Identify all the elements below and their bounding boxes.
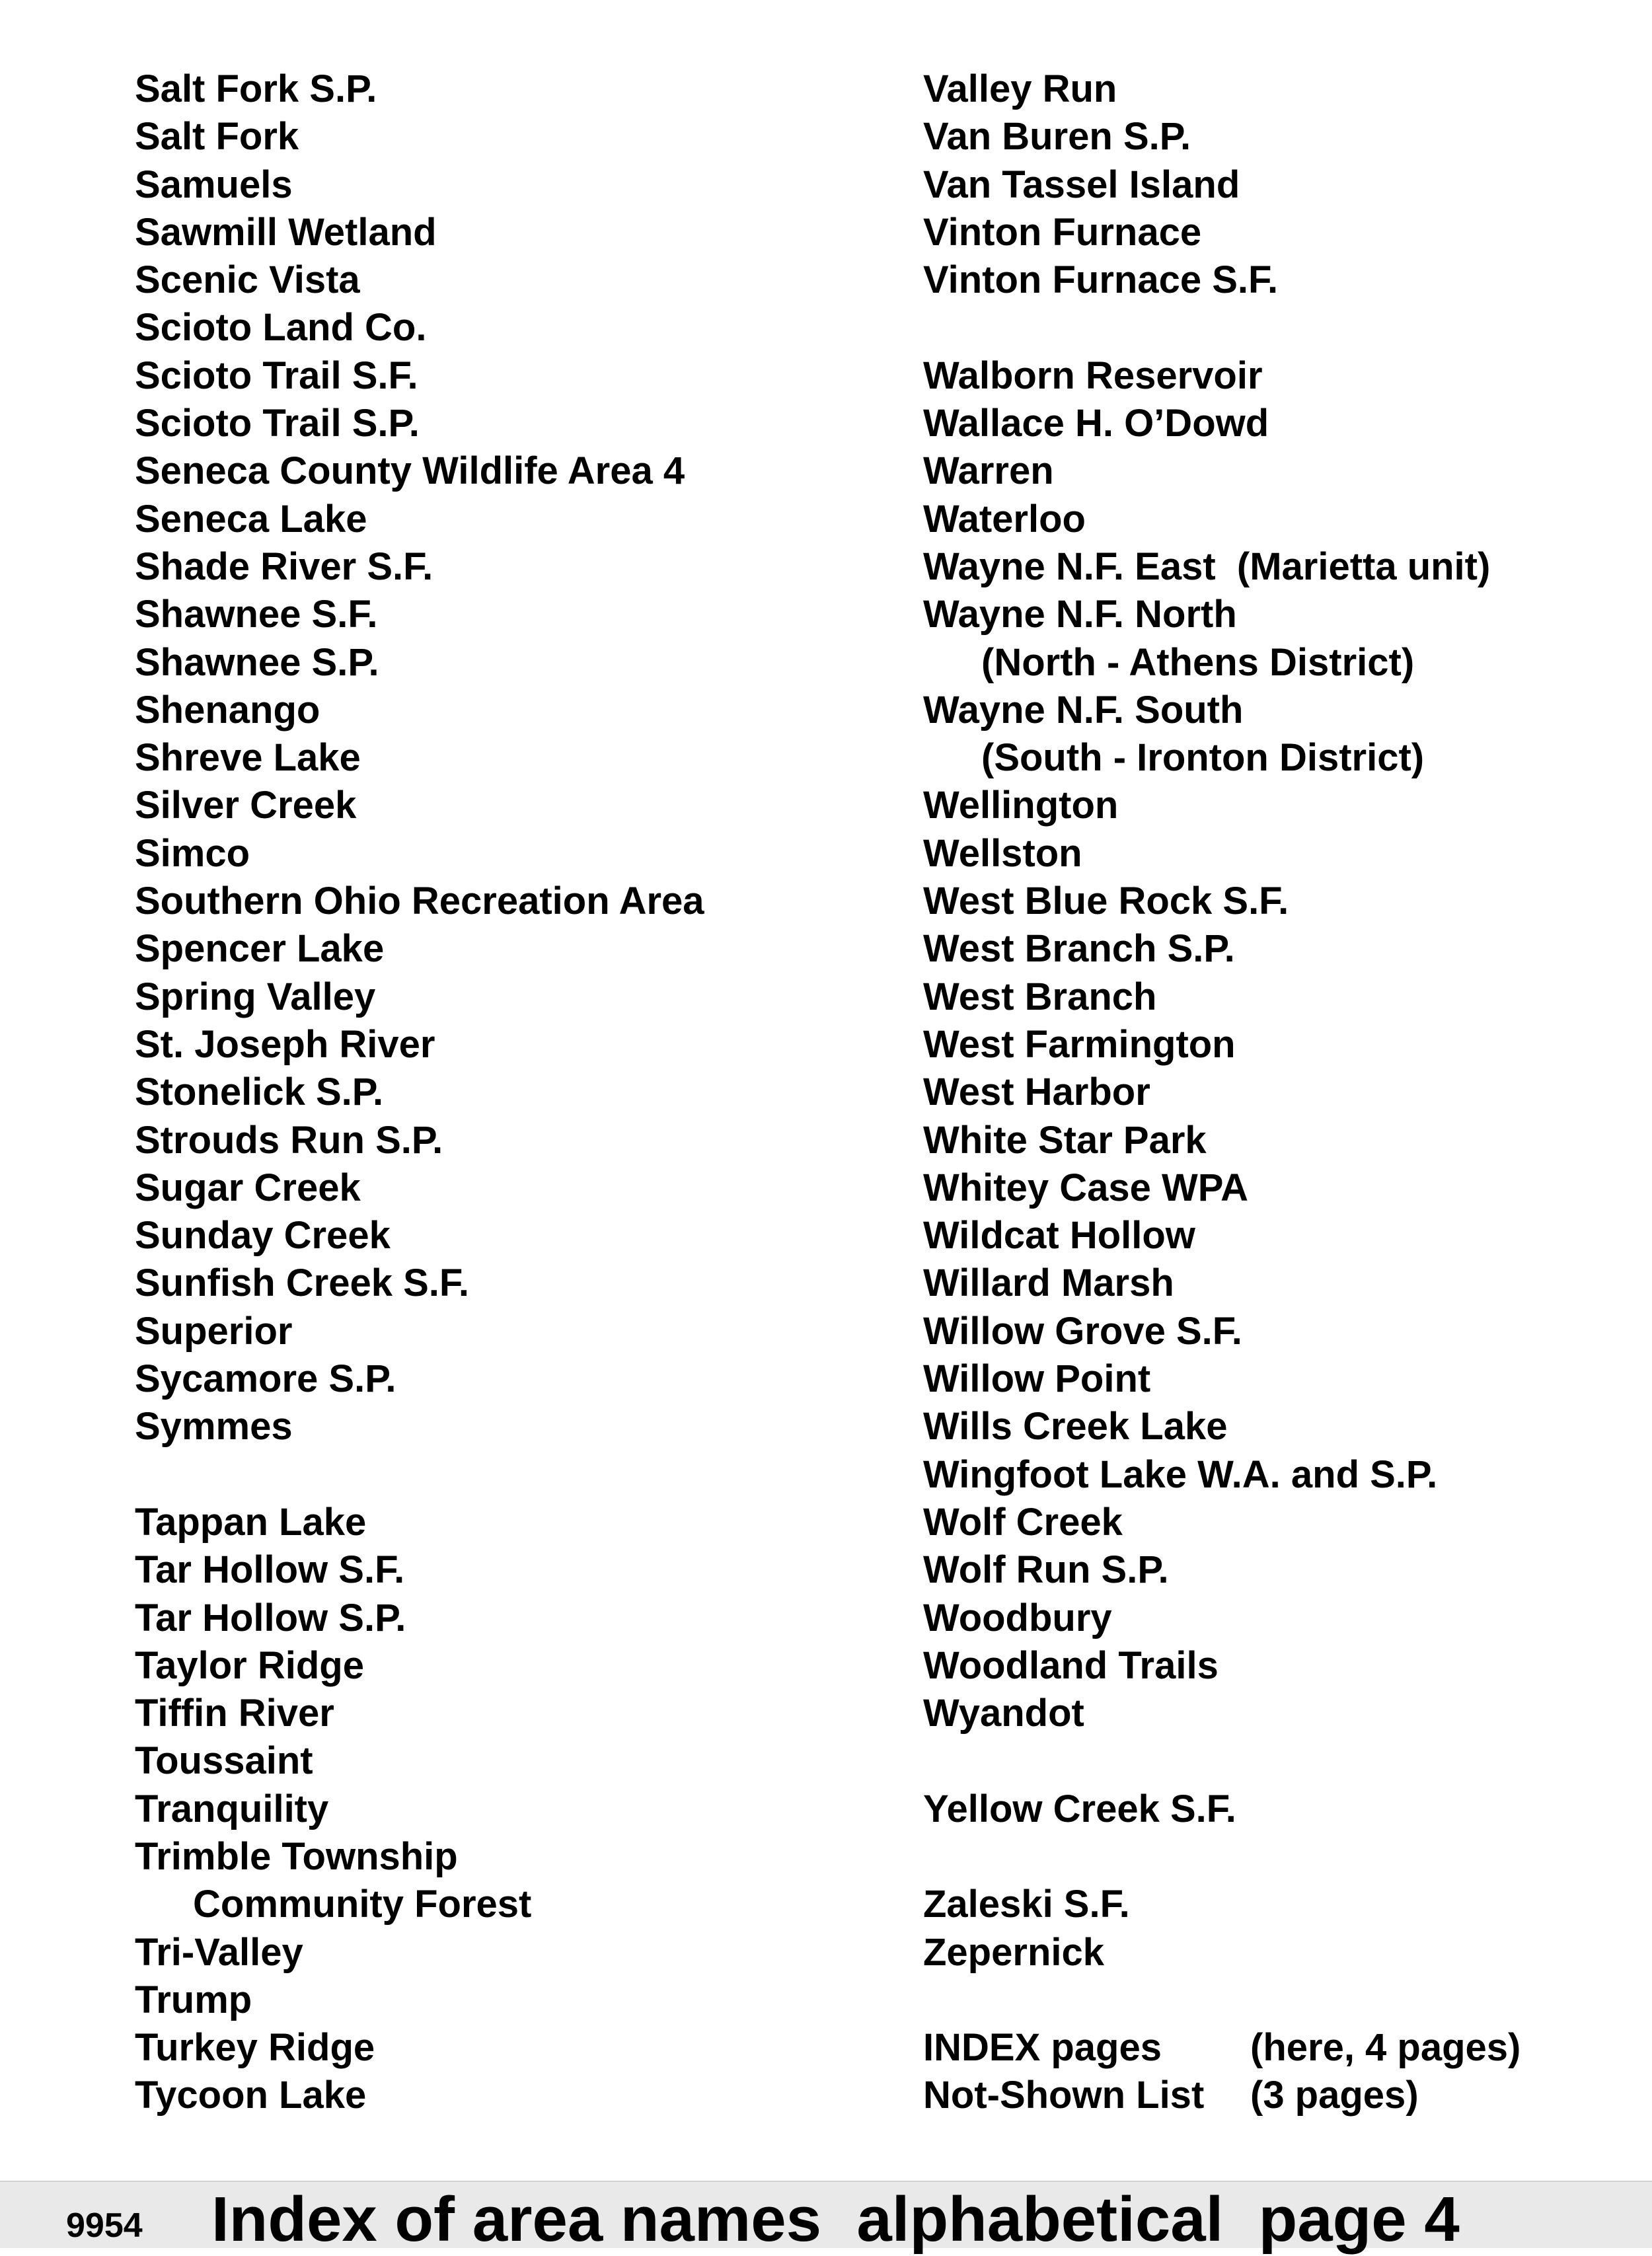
area-name-entry: Willard Marsh	[923, 1261, 1174, 1305]
area-name-entry: Scioto Land Co.	[135, 306, 427, 350]
area-name-entry: Turkey Ridge	[135, 2026, 375, 2070]
area-name-entry: Wayne N.F. North	[923, 593, 1237, 636]
area-name-entry: Whitey Case WPA	[923, 1166, 1249, 1209]
index-entry-label: INDEX pages	[923, 2026, 1162, 2070]
area-name-entry: Woodbury	[923, 1596, 1112, 1639]
area-name-entry: Wyandot	[923, 1692, 1084, 1735]
area-name-entry: Superior	[135, 1309, 293, 1353]
area-name-entry: Waterloo	[923, 497, 1086, 541]
area-name-entry: West Blue Rock S.F.	[923, 880, 1289, 923]
area-name-entry: Warren	[923, 449, 1054, 493]
index-link-row	[923, 2072, 1637, 2119]
area-name-entry: Van Buren S.P.	[923, 115, 1191, 159]
area-name-entry: Wills Creek Lake	[923, 1405, 1228, 1448]
area-name-entry: Southern Ohio Recreation Area	[135, 880, 704, 923]
area-name-entry: Tar Hollow S.P.	[135, 1596, 406, 1639]
area-name-entry: Valley Run	[923, 67, 1117, 110]
area-name-entry: Wildcat Hollow	[923, 1214, 1195, 1258]
area-name-entry: Simco	[135, 831, 250, 875]
area-name-entry: Wallace H. O’Dowd	[923, 402, 1269, 445]
area-name-entry: Sawmill Wetland	[135, 210, 437, 254]
area-name-entry: Sunfish Creek S.F.	[135, 1261, 470, 1305]
area-name-entry: Strouds Run S.P.	[135, 1118, 443, 1162]
area-name-continuation: Community Forest	[193, 1883, 532, 1926]
area-name-entry: Seneca County Wildlife Area 4	[135, 449, 685, 493]
left-column	[135, 65, 895, 2120]
area-name-entry: Seneca Lake	[135, 497, 367, 541]
area-name-entry: Willow Point	[923, 1357, 1151, 1401]
area-name-entry: Walborn Reservoir	[923, 354, 1263, 397]
area-name-entry: Salt Fork	[135, 115, 299, 159]
area-name-entry: Sunday Creek	[135, 1214, 391, 1258]
area-name-entry: Shawnee S.F.	[135, 593, 378, 636]
area-name-entry: Toussaint	[135, 1739, 313, 1783]
area-name-entry: Vinton Furnace S.F.	[923, 258, 1279, 302]
spacer-row	[135, 1451, 895, 1499]
area-name-entry: Wingfoot Lake W.A. and S.P.	[923, 1452, 1438, 1496]
area-name-entry: Tri-Valley	[135, 1930, 303, 1974]
area-name-entry: Wolf Run S.P.	[923, 1548, 1169, 1592]
area-name-entry: Trump	[135, 1978, 252, 2021]
index-entry-note: (3 pages)	[1250, 2074, 1419, 2117]
spacer-row	[923, 1976, 1637, 2024]
area-name-entry: Silver Creek	[135, 784, 357, 827]
area-name-entry: Vinton Furnace	[923, 210, 1202, 254]
area-name-entry: Spring Valley	[135, 975, 376, 1018]
area-name-entry: Symmes	[135, 1405, 293, 1448]
area-name-entry: Shreve Lake	[135, 736, 361, 780]
area-name-entry: Yellow Creek S.F.	[923, 1787, 1236, 1830]
area-name-entry: Spencer Lake	[135, 927, 385, 971]
area-name-entry: Salt Fork S.P.	[135, 67, 377, 110]
footer-bar	[0, 2181, 1652, 2255]
area-name-entry: Wayne N.F. East (Marietta unit)	[923, 545, 1491, 588]
area-name-entry: Shawnee S.P.	[135, 640, 379, 684]
area-name-entry: Shenango	[135, 688, 320, 732]
area-name-entry: White Star Park	[923, 1118, 1207, 1162]
area-name-entry: Tar Hollow S.F.	[135, 1548, 405, 1592]
area-name-entry: Wolf Creek	[923, 1500, 1123, 1544]
area-name-entry: Zaleski S.F.	[923, 1883, 1130, 1926]
area-name-entry: Willow Grove S.F.	[923, 1309, 1242, 1353]
area-name-entry: Trimble Township	[135, 1834, 458, 1878]
area-name-entry: West Branch S.P.	[923, 927, 1235, 971]
footer-title: Index of area names alphabetical page 4	[211, 2184, 1460, 2255]
area-name-entry: Tycoon Lake	[135, 2074, 367, 2117]
area-name-entry: Samuels	[135, 163, 293, 206]
area-name-entry: Stonelick S.P.	[135, 1071, 384, 1114]
area-name-entry: Taylor Ridge	[135, 1643, 364, 1687]
area-name-entry: Tranquility	[135, 1787, 329, 1830]
index-link-row	[923, 2024, 1637, 2072]
area-name-entry: West Branch	[923, 975, 1157, 1018]
area-name-entry: West Harbor	[923, 1071, 1150, 1114]
area-name-entry: Tiffin River	[135, 1692, 334, 1735]
page-number: 9954	[66, 2206, 143, 2245]
area-name-entry: Sugar Creek	[135, 1166, 361, 1209]
area-name-continuation: (South - Ironton District)	[981, 736, 1425, 780]
area-name-entry: Scioto Trail S.P.	[135, 402, 420, 445]
index-entry-label: Not-Shown List	[923, 2074, 1205, 2117]
area-name-entry: Sycamore S.P.	[135, 1357, 396, 1401]
area-name-continuation: (North - Athens District)	[981, 640, 1415, 684]
area-name-entry: Woodland Trails	[923, 1643, 1219, 1687]
area-name-entry: Wayne N.F. South	[923, 688, 1244, 732]
area-name-entry: Shade River S.F.	[135, 545, 433, 588]
area-name-entry: Zepernick	[923, 1930, 1104, 1974]
spacer-row	[923, 1737, 1637, 1785]
area-name-entry: Tappan Lake	[135, 1500, 367, 1544]
area-name-entry: West Farmington	[923, 1022, 1236, 1066]
area-name-entry: Wellington	[923, 784, 1119, 827]
spacer-row	[923, 1833, 1637, 1881]
area-name-entry: St. Joseph River	[135, 1022, 435, 1066]
right-column	[923, 65, 1637, 2120]
area-name-entry: Van Tassel Island	[923, 163, 1240, 206]
spacer-row	[923, 304, 1637, 352]
area-name-entry: Scioto Trail S.F.	[135, 354, 418, 397]
index-entry-note: (here, 4 pages)	[1250, 2026, 1521, 2070]
area-name-entry: Wellston	[923, 831, 1082, 875]
area-name-entry: Scenic Vista	[135, 258, 360, 302]
